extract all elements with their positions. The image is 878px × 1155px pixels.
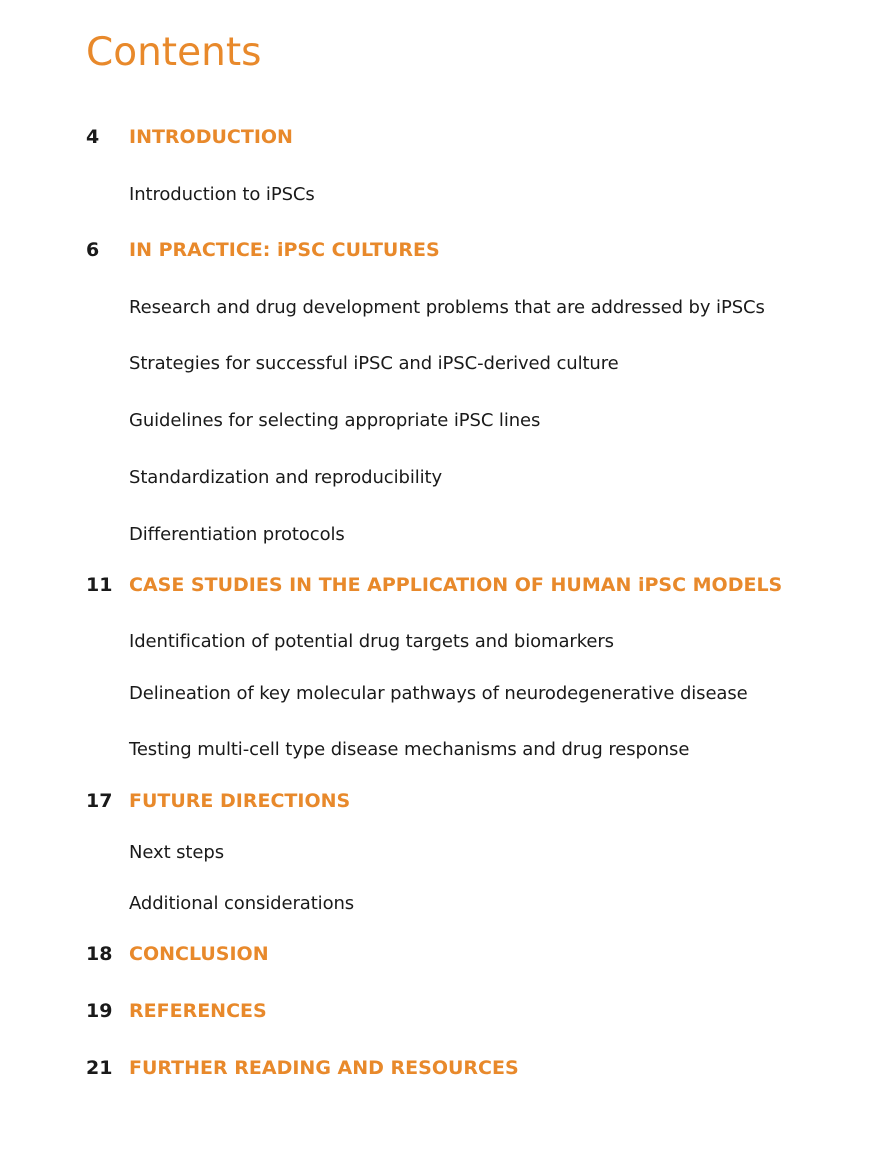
toc-section-heading: CONCLUSION <box>129 943 269 965</box>
toc-page-number: 19 <box>86 1000 113 1022</box>
toc-item-label: Strategies for successful iPSC and iPSC-derived culture <box>129 353 619 374</box>
toc-item-label: Identification of potential drug targets and biomarkers <box>129 631 614 652</box>
toc-section-heading: FURTHER READING AND RESOURCES <box>129 1057 519 1079</box>
toc-item-label: Standardization and reproducibility <box>129 467 443 488</box>
toc-page-number: 17 <box>86 790 113 812</box>
toc-item-label: Next steps <box>129 842 224 863</box>
toc-section-heading: CASE STUDIES IN THE APPLICATION OF HUMAN iPSC MODELS <box>129 574 783 596</box>
toc-section-heading: REFERENCES <box>129 1000 267 1022</box>
toc-section-heading: INTRODUCTION <box>129 126 293 148</box>
toc-item-label: Guidelines for selecting appropriate iPSC lines <box>129 410 541 431</box>
toc-item-label: Differentiation protocols <box>129 524 345 545</box>
toc-page-number: 18 <box>86 943 113 965</box>
toc-item-label: Additional considerations <box>129 893 355 914</box>
toc-section-heading: IN PRACTICE: iPSC CULTURES <box>129 239 440 261</box>
toc-page-number: 4 <box>86 126 100 148</box>
toc-item-label: Research and drug development problems that are addressed by iPSCs <box>129 297 765 318</box>
toc-item-label: Testing multi-cell type disease mechanisms and drug response <box>129 739 690 760</box>
page-title: Contents <box>86 30 262 75</box>
toc-page-number: 11 <box>86 574 113 596</box>
toc-page-number: 21 <box>86 1057 113 1079</box>
toc-section-heading: FUTURE DIRECTIONS <box>129 790 351 812</box>
toc-page-number: 6 <box>86 239 100 261</box>
toc-item-label: Delineation of key molecular pathways of neurodegenerative disease <box>129 683 748 704</box>
toc-item-label: Introduction to iPSCs <box>129 184 315 205</box>
